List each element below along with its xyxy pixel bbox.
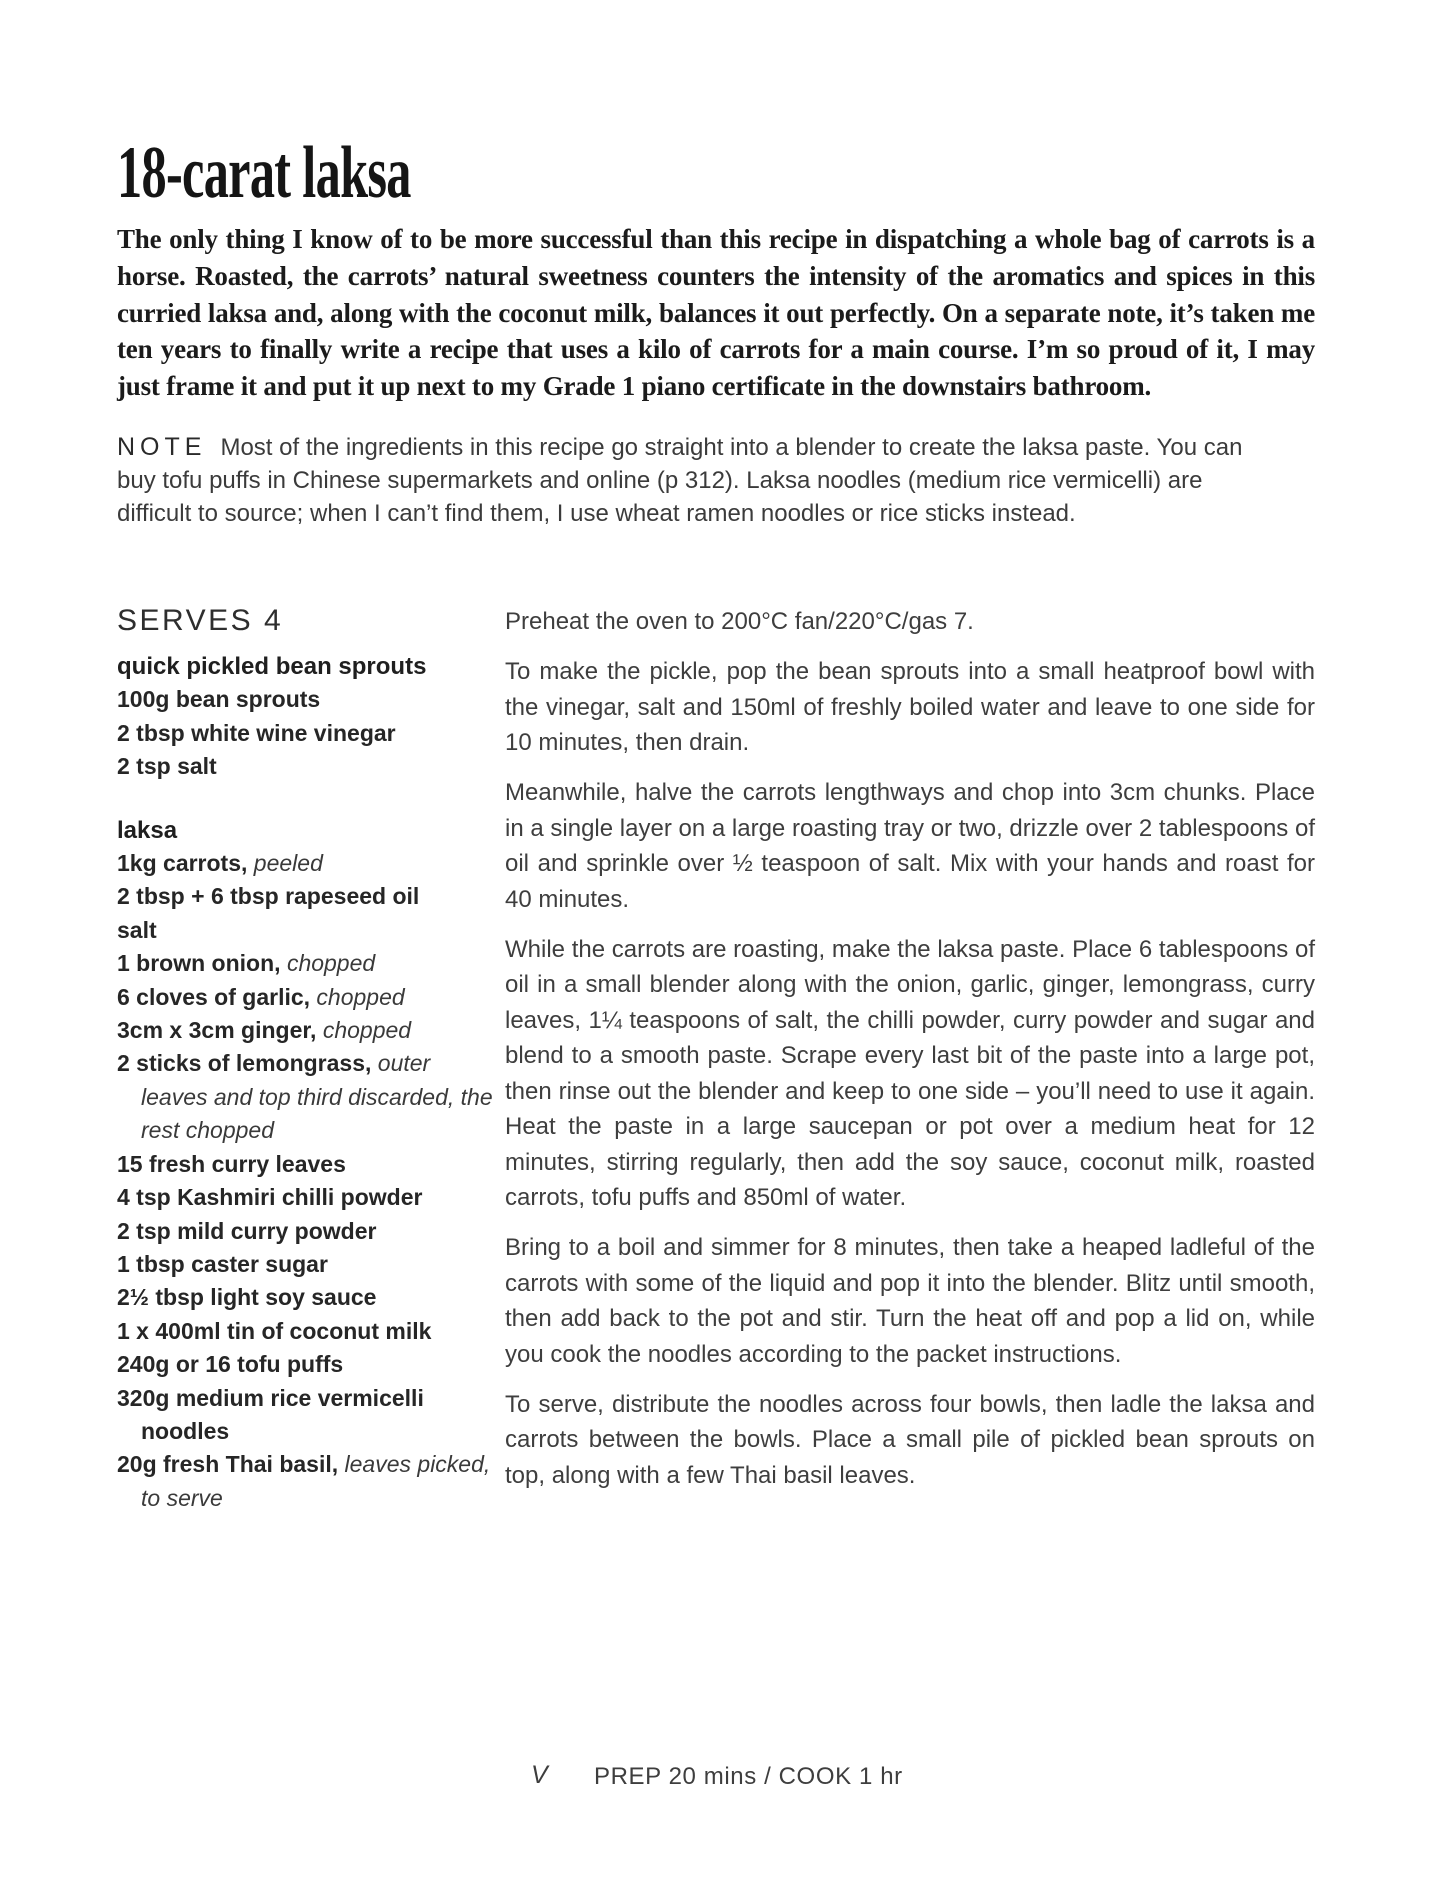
ingredient-items [117, 683, 499, 783]
ingredient-item [117, 1248, 499, 1281]
note-text: Most of the ingredients in this recipe go straight into a blender to create the laksa paste. You can buy tofu puffs in Chinese supermarkets and online (p 312). Laksa noodles (medium rice vermicelli) are difficult to source; when I can’t find them, I use wheat ramen noodles or rice sticks instead. [117, 434, 1243, 527]
ingredient-amount: 1 brown onion, [117, 950, 287, 977]
ingredient-prep-note: outer leaves and top third discarded, the rest chopped [141, 1050, 493, 1144]
ingredient-amount: 4 tsp Kashmiri chilli powder [117, 1184, 423, 1211]
ingredient-amount: 2½ tbsp light soy sauce [117, 1284, 377, 1311]
method-paragraph: Meanwhile, halve the carrots lengthways and chop into 3cm chunks. Place in a single layer on a large roasting tray or two, drizzle over 2 tablespoons of oil and sprinkle over ½ teaspoon of salt. Mix with your hands and roast for 40 minutes. [505, 779, 1315, 913]
ingredient-amount: 2 tsp salt [117, 753, 217, 780]
serves-label: SERVES 4 [117, 604, 284, 637]
ingredient-item [117, 1448, 499, 1515]
ingredient-amount: 6 cloves of garlic, [117, 983, 317, 1010]
method-column [505, 604, 1315, 1508]
ingredients-list [117, 650, 499, 1515]
page-title: 18-carat laksa [117, 131, 411, 214]
ingredient-item [117, 947, 499, 980]
ingredient-amount: 320g medium rice vermicelli noodles [117, 1384, 424, 1444]
ingredient-amount: 1 tbsp caster sugar [117, 1250, 328, 1277]
method-paragraph: To serve, distribute the noodles across four bowls, then ladle the laksa and carrots between the bowls. Place a small pile of pickled bean sprouts on top, along with a few Thai basil leaves. [505, 1390, 1315, 1489]
ingredient-prep-note: chopped [322, 1017, 412, 1044]
intro-paragraph: The only thing I know of to be more successful than this recipe in dispatching a whole bag of carrots is a horse. Roasted, the carrots’ natural sweetness counters the intensity of the aromatics and spices in this curried laksa and, along with the coconut milk, balances it out perfectly. On a separate note, it’s taken me ten years to finally write a recipe that uses a kilo of carrots for a main course. I’m so proud of it, I may just frame it and put it up next to my Grade 1 piano certificate in the downstairs bathroom. [117, 224, 1315, 402]
ingredient-items [117, 847, 499, 1515]
ingredient-item [117, 1215, 499, 1248]
ingredient-amount: 2 tsp mild curry powder [117, 1217, 377, 1244]
ingredient-amount: 1 x 400ml tin of coconut milk [117, 1317, 432, 1344]
prep-cook-label: PREP 20 mins / COOK 1 hr [594, 1763, 903, 1790]
ingredient-item [117, 914, 499, 947]
ingredient-item [117, 1281, 499, 1314]
ingredient-amount: 2 tbsp + 6 tbsp rapeseed oil [117, 883, 420, 910]
ingredient-item [117, 847, 499, 880]
ingredient-item [117, 683, 499, 716]
ingredient-item [117, 1382, 499, 1449]
ingredient-prep-note: peeled [253, 850, 323, 877]
ingredient-item [117, 1047, 499, 1147]
ingredient-amount: 3cm x 3cm ginger, [117, 1017, 323, 1044]
ingredient-item [117, 717, 499, 750]
ingredient-amount: 2 tbsp white wine vinegar [117, 719, 396, 746]
method-paragraph: To make the pickle, pop the bean sprouts into a small heatproof bowl with the vinegar, salt and 150ml of freshly boiled water and leave to one side for 10 minutes, then drain. [505, 658, 1315, 756]
ingredient-item [117, 1014, 499, 1047]
method-paragraph: Preheat the oven to 200°C fan/220°C/gas 7. [505, 608, 974, 635]
ingredient-amount: 240g or 16 tofu puffs [117, 1351, 344, 1378]
ingredient-amount: 100g bean sprouts [117, 686, 321, 713]
ingredients-section-heading: laksa [117, 816, 178, 844]
ingredient-item [117, 1315, 499, 1348]
ingredient-item [117, 981, 499, 1014]
ingredients-column [117, 604, 499, 1515]
method-paragraph: While the carrots are roasting, make the laksa paste. Place 6 tablespoons of oil in a small blender along with the onion, garlic, ginger, lemongrass, curry leaves, 1¼ teaspoons of salt, the chilli powder, curry powder and sugar and blend to a smooth paste. Scrape every last bit of the paste into a large pot, then rinse out the blender and keep to one side – you’ll need to use it again. Heat the paste in a large saucepan or pot over a medium heat for 12 minutes, stirring regularly, then add the soy sauce, coconut milk, roasted carrots, tofu puffs and 850ml of water. [505, 935, 1315, 1211]
ingredient-item [117, 750, 499, 783]
note-paragraph [117, 431, 1282, 530]
ingredient-item [117, 1348, 499, 1381]
method-paragraph: Bring to a boil and simmer for 8 minutes, then take a heaped ladleful of the carrots with some of the liquid and pop it into the blender. Blitz until smooth, then add back to the pot and stir. Turn the heat off and pop a lid on, while you cook the noodles according to the packet instructions. [505, 1234, 1315, 1368]
ingredient-prep-note: leaves picked, to serve [141, 1451, 491, 1511]
ingredient-item [117, 1148, 499, 1181]
ingredient-amount: 15 fresh curry leaves [117, 1150, 346, 1177]
ingredient-amount: 20g fresh Thai basil, [117, 1451, 345, 1478]
note-label: NOTE [117, 433, 207, 461]
ingredient-prep-note: chopped [316, 983, 405, 1010]
ingredient-amount: 2 sticks of lemongrass, [117, 1050, 378, 1077]
ingredient-prep-note: chopped [286, 950, 376, 977]
ingredient-amount: 1kg carrots, [117, 850, 254, 877]
ingredient-amount: salt [117, 916, 157, 943]
ingredient-item [117, 880, 499, 913]
ingredient-item [117, 1181, 499, 1214]
vegetarian-indicator: V [531, 1761, 548, 1789]
ingredients-section-heading: quick pickled bean sprouts [117, 653, 427, 680]
